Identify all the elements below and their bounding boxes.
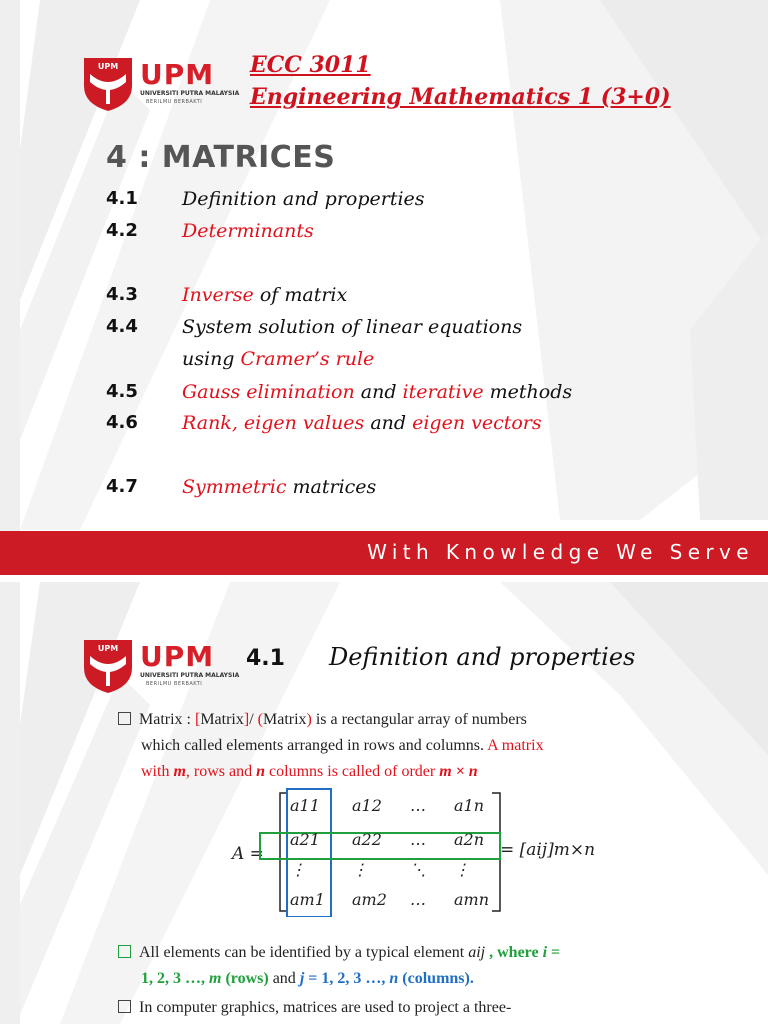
text: j <box>299 970 305 987</box>
bullet-typical-element <box>118 940 560 992</box>
logo-motto: BERILMU BERBAKTI <box>146 681 203 687</box>
text: , where <box>485 944 543 961</box>
checkbox-bullet-icon <box>118 945 131 958</box>
text: All elements can be identified by a typical element <box>139 944 469 961</box>
text: / <box>249 711 258 728</box>
toc-text <box>182 412 542 434</box>
matrix-lhs: A = <box>232 844 264 864</box>
text: A matrix <box>487 737 544 754</box>
toc-text <box>182 316 522 338</box>
logo-brand: UPM <box>140 640 215 673</box>
toc-text <box>182 348 374 370</box>
toc-text <box>182 284 347 306</box>
text: with <box>141 763 174 780</box>
matrix-cell: … <box>410 796 426 815</box>
slide-title <box>246 643 635 671</box>
matrix-cell: a21 <box>290 830 320 849</box>
course-code: ECC 3011 <box>250 52 371 78</box>
bullet-computer-graphics <box>118 995 511 1021</box>
matrix-equation <box>230 787 620 917</box>
matrix-cell: amn <box>454 890 490 909</box>
text: ) <box>306 711 312 728</box>
toc-number: 4.1 <box>106 188 138 209</box>
text: In computer graphics, matrices are used to project a three- <box>139 999 512 1016</box>
upm-crest-icon <box>82 638 134 694</box>
footer-bar <box>0 531 768 575</box>
toc-text-part: Inverse <box>182 284 254 306</box>
right-bracket <box>492 793 500 911</box>
text: ( <box>257 711 263 728</box>
text: Matrix <box>200 711 244 728</box>
matrix-cell: ⋮ <box>352 860 368 879</box>
crest-letters: UPM <box>97 644 119 653</box>
text: = <box>547 944 561 961</box>
matrix-cell: a22 <box>352 830 382 849</box>
text: n <box>389 970 399 987</box>
toc-text-part: using <box>182 348 241 370</box>
toc-text-part: Cramer’s rule <box>240 348 375 370</box>
toc-text-part: and <box>364 412 413 434</box>
text: m <box>173 763 186 780</box>
logo-university: UNIVERSITI PUTRA MALAYSIA <box>140 90 240 97</box>
upm-crest-icon <box>82 56 134 112</box>
matrix-cell: ⋱ <box>410 860 426 879</box>
matrix-cell: a2n <box>454 830 485 849</box>
text: aij <box>468 944 486 961</box>
text: (columns). <box>398 970 474 987</box>
matrix-cell: … <box>410 830 426 849</box>
toc-text-part: Definition and properties <box>182 188 425 210</box>
toc-text-part: eigen vectors <box>412 412 542 434</box>
text: m <box>209 970 222 987</box>
matrix-cell: a1n <box>454 796 485 815</box>
upm-logo <box>82 56 240 112</box>
text: [ <box>195 711 201 728</box>
logo-university: UNIVERSITI PUTRA MALAYSIA <box>140 672 240 679</box>
toc-text-part: and <box>354 381 403 403</box>
slide-2 <box>0 575 768 1024</box>
matrix-cell: a12 <box>352 796 382 815</box>
toc-number: 4.7 <box>106 476 138 497</box>
slide-title-number: 4.1 <box>246 646 285 671</box>
matrix-rhs: = [aij]m×n <box>500 840 596 860</box>
text: , rows and <box>185 763 257 780</box>
matrix-cell: am1 <box>290 890 325 909</box>
slide-title-text: Definition and properties <box>328 643 636 671</box>
upm-logo <box>82 638 240 694</box>
course-name: Engineering Mathematics 1 (3+0) <box>250 84 671 110</box>
matrix-cell: ⋮ <box>454 860 470 879</box>
toc-number: 4.3 <box>106 284 138 305</box>
toc-number: 4.4 <box>106 316 138 337</box>
text: columns is called of order <box>265 763 440 780</box>
toc-number: 4.2 <box>106 220 138 241</box>
toc-text-part: Symmetric <box>182 476 287 498</box>
checkbox-bullet-icon <box>118 712 131 725</box>
toc-text <box>182 220 314 242</box>
text: which called elements arranged in rows and columns. <box>141 737 488 754</box>
bullet-matrix-definition <box>118 707 544 785</box>
footer-motto: With Knowledge We Serve <box>367 540 754 564</box>
toc-text-part: iterative <box>402 381 484 403</box>
section-title: 4 : MATRICES <box>106 140 336 175</box>
text: m × n <box>439 763 478 780</box>
text: i <box>542 944 548 961</box>
toc-text <box>182 188 425 210</box>
text: = 1, 2, 3 …, <box>304 970 390 987</box>
toc-text-part: methods <box>483 381 573 403</box>
matrix-cell: a11 <box>290 796 320 815</box>
toc-text-part: matrices <box>286 476 377 498</box>
matrix-cell: am2 <box>352 890 387 909</box>
toc-number: 4.6 <box>106 412 138 433</box>
text: is a rectangular array of numbers <box>311 711 527 728</box>
text: Matrix <box>262 711 307 728</box>
toc-text <box>182 476 376 498</box>
slide-gap <box>0 575 768 582</box>
text: and <box>268 970 300 987</box>
toc-text-part: of matrix <box>253 284 348 306</box>
text: 1, 2, 3 …, <box>141 970 209 987</box>
text: ] <box>243 711 250 728</box>
matrix-cell: ⋮ <box>290 860 306 879</box>
toc-text-part: Rank, eigen values <box>182 412 365 434</box>
toc-text-part: System solution of linear equations <box>182 316 523 338</box>
matrix-cell: … <box>410 890 426 909</box>
toc-number: 4.5 <box>106 381 138 402</box>
logo-brand: UPM <box>140 58 215 91</box>
crest-letters: UPM <box>97 62 119 71</box>
checkbox-bullet-icon <box>118 1000 131 1013</box>
toc-text-part: Determinants <box>182 220 314 242</box>
toc-text <box>182 381 572 403</box>
toc-text-part: Gauss elimination <box>182 381 355 403</box>
text: Matrix : <box>139 711 195 728</box>
text: (rows) <box>221 970 269 987</box>
text: n <box>256 763 266 780</box>
logo-motto: BERILMU BERBAKTI <box>146 99 203 105</box>
